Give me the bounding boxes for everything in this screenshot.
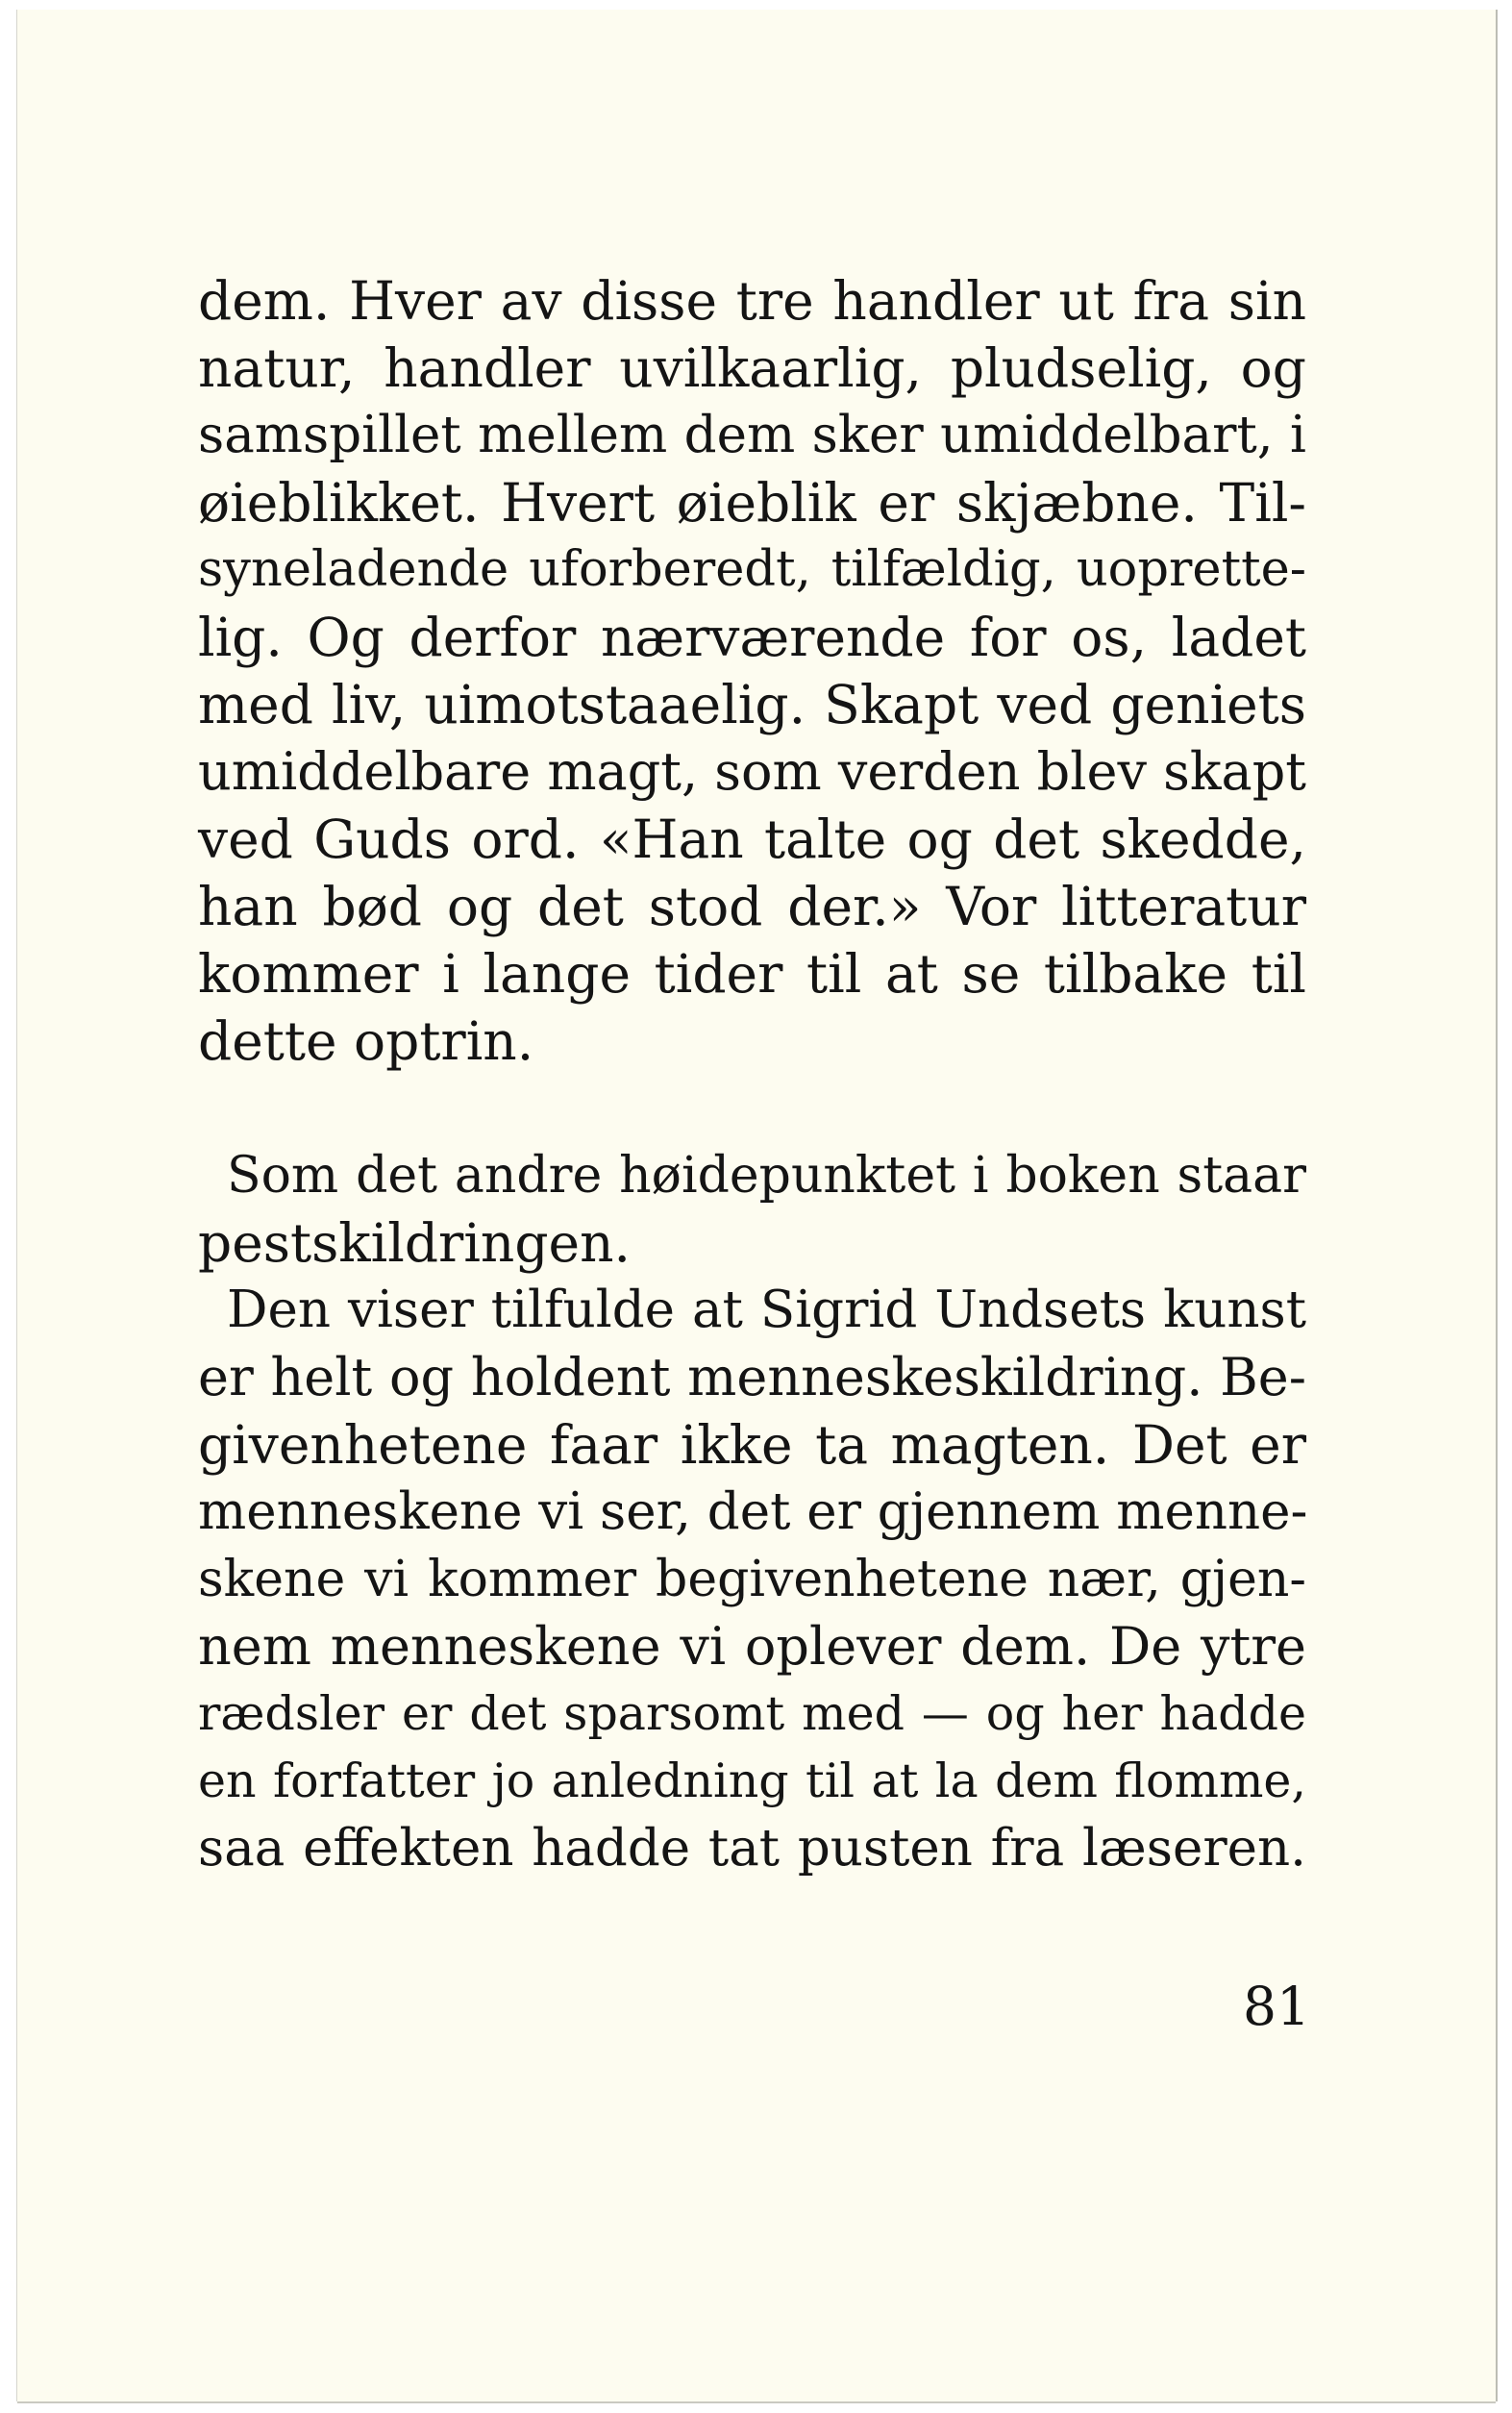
text-line: øieblikket. Hvert øieblik er skjæbne. Til-: [198, 472, 1306, 534]
text-line: dem. Hver av disse tre handler ut fra sin: [198, 270, 1306, 332]
text-line: nem menneskene vi oplever dem. De ytre: [198, 1616, 1306, 1677]
text-line: umiddelbare magt, som verden blev skapt: [198, 741, 1307, 802]
text-line: menneskene vi ser, det er gjennem menne-: [198, 1482, 1308, 1541]
text-line: han bød og det stod der.» Vor litteratur: [198, 876, 1306, 937]
text-line: en forfatter jo anledning til at la dem flomme,: [198, 1754, 1306, 1808]
text-line: syneladende uforberedt, tilfældig, uoprette-: [198, 541, 1306, 598]
text-line: er helt og holdent menneskeskildring. Be-: [198, 1347, 1306, 1407]
text-line: skene vi kommer begivenhetene nær, gjen-: [198, 1551, 1306, 1608]
text-line: med liv, uimotstaaelig. Skapt ved geniets: [198, 674, 1306, 735]
text-line: givenhetene faar ikke ta magten. Det er: [198, 1414, 1306, 1476]
text-line: kommer i lange tider til at se tilbake til: [198, 943, 1306, 1005]
text-line: samspillet mellem dem sker umiddelbart, i: [198, 406, 1306, 464]
text-line: ved Guds ord. «Han talte og det skedde,: [198, 808, 1306, 870]
text-line: rædsler er det sparsomt med — og her hadde: [198, 1686, 1306, 1741]
text-line: pestskildringen.: [198, 1212, 631, 1274]
text-line: lig. Og derfor nærværende for os, ladet: [198, 607, 1306, 668]
text-line: Den viser tilfulde at Sigrid Undsets kunst: [227, 1281, 1306, 1339]
text-line: natur, handler uvilkaarlig, pludselig, og: [198, 337, 1306, 399]
text-line: Som det andre høidepunktet i boken staar: [227, 1147, 1306, 1205]
page-number: 81: [1243, 1976, 1310, 2037]
book-page: [17, 10, 1496, 2401]
text-line: saa effekten hadde tat pusten fra læseren.: [198, 1819, 1306, 1878]
text-line: dette optrin.: [198, 1010, 534, 1072]
